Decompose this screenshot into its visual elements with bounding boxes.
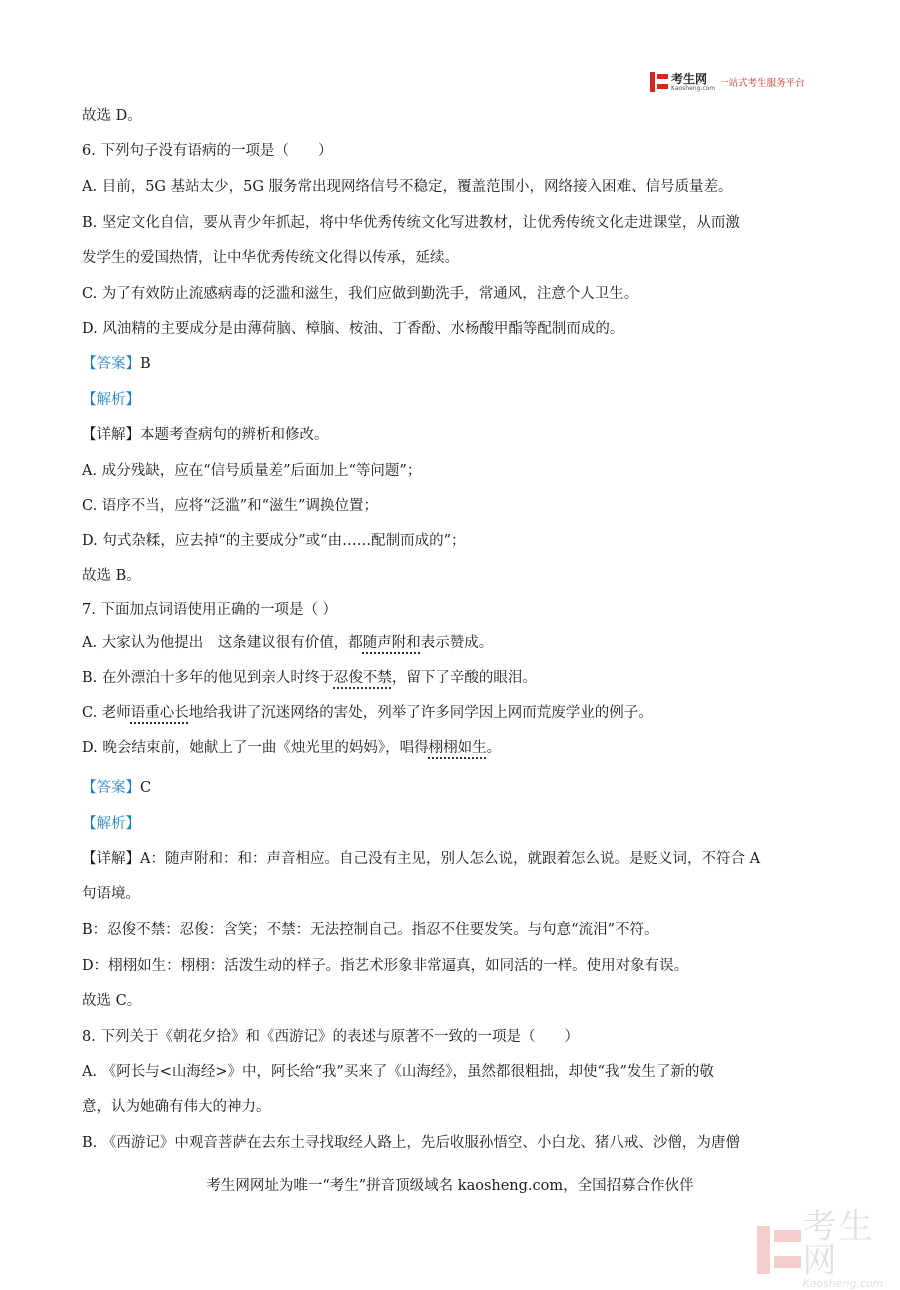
dotted-word: 忍俊不禁 xyxy=(333,670,392,686)
q6-detail-d: D. 句式杂糅，应去掉“的主要成分”或“由……配制而成的”； xyxy=(82,533,466,549)
page-footer: 考生网网址为唯一“考生”拼音顶级域名 kaosheng.com，全国招募合作伙伴 xyxy=(206,1178,694,1194)
text-line: 故选 D。 xyxy=(82,108,142,124)
q6-detail-a: A. 成分残缺，应在“信号质量差”后面加上“等问题”； xyxy=(82,463,422,479)
q6-option-c: C. 为了有效防止流感病毒的泛滥和滋生，我们应做到勤洗手，常通风，注意个人卫生。 xyxy=(82,286,639,302)
logo-slogan: 一站式考生服务平台 xyxy=(719,78,805,89)
q6-answer xyxy=(82,354,151,374)
dotted-word: 语重心长 xyxy=(130,705,189,721)
q7-detail-cont: 句语境。 xyxy=(82,886,140,902)
q7-conclusion: 故选 C。 xyxy=(82,993,142,1009)
q7-answer xyxy=(82,778,151,798)
answer-tag: 【答案】 xyxy=(82,356,140,372)
q7-option-c xyxy=(82,703,653,723)
q8-option-b: B. 《西游记》中观音菩萨在去东土寻找取经人路上，先后收服孙悟空、小白龙、猪八戒、沙僧，为唐僧 xyxy=(82,1135,740,1151)
q7-c-text: C. 老师 xyxy=(82,705,131,721)
q6-option-b: B. 坚定文化自信，要从青少年抓起，将中华优秀传统文化写进教材，让优秀传统文化走进课堂，从而激 xyxy=(82,215,740,231)
q6-detail: 【详解】本题考查病句的辨析和修改。 xyxy=(82,427,329,443)
watermark xyxy=(757,1207,900,1290)
watermark-name: 考生网 xyxy=(802,1207,875,1281)
logo-domain: Kaosheng.com xyxy=(671,84,716,92)
logo-text xyxy=(671,73,715,92)
q7-option-a xyxy=(82,633,493,653)
answer-value: B xyxy=(140,356,151,372)
header-logo xyxy=(650,71,805,93)
q6-option-d: D. 风油精的主要成分是由薄荷脑、樟脑、桉油、丁香酚、水杨酸甲酯等配制而成的。 xyxy=(82,321,625,337)
q6-conclusion: 故选 B。 xyxy=(82,568,141,584)
q7-detail-b: B：忍俊不禁：忍俊：含笑；不禁：无法控制自己。指忍不住要发笑。与句意“流泪”不符。 xyxy=(82,922,659,938)
q6-detail-c: C. 语序不当，应将“泛滥”和“滋生”调换位置； xyxy=(82,498,378,514)
q7-b-text-end: ，留下了辛酸的眼泪。 xyxy=(391,670,537,686)
question-8-stem: 8. 下列关于《朝花夕拾》和《西游记》的表述与原著不一致的一项是（ ） xyxy=(82,1029,579,1045)
q7-c-text-end: 地给我讲了沉迷网络的害处，列举了许多同学因上网而荒废学业的例子。 xyxy=(188,705,653,721)
watermark-text xyxy=(802,1207,900,1290)
q7-d-text: D. 晚会结束前，她献上了一曲《烛光里的妈妈》，唱得 xyxy=(82,740,429,756)
dotted-word: 栩栩如生 xyxy=(428,740,487,756)
q7-a-text: A. 大家认为他提出 这条建议很有价值，都 xyxy=(82,635,363,651)
question-7-stem: 7. 下面加点词语使用正确的一项是（ ） xyxy=(82,602,338,618)
q6-option-a: A. 目前，5G 基站太少，5G 服务常出现网络信号不稳定，覆盖范围小，网络接入困难、信号质量差。 xyxy=(82,179,733,195)
q6-option-b-cont: 发学生的爱国热情，让中华优秀传统文化得以传承，延续。 xyxy=(82,250,459,266)
kaosheng-watermark-icon xyxy=(757,1226,797,1274)
logo-name: 考生网 xyxy=(671,71,708,86)
q8-option-a-cont: 意，认为她确有伟大的神力。 xyxy=(82,1099,271,1115)
q7-b-text: B. 在外漂泊十多年的他见到亲人时终于 xyxy=(82,670,334,686)
kaosheng-logo-icon xyxy=(650,72,668,92)
dotted-word: 随声附和 xyxy=(362,635,421,651)
q7-option-b xyxy=(82,668,537,688)
q7-option-d xyxy=(82,738,501,758)
watermark-domain: Kaosheng.com xyxy=(802,1277,884,1290)
answer-tag: 【答案】 xyxy=(82,780,140,796)
q8-option-a: A. 《阿长与<山海经>》中，阿长给“我”买来了《山海经》，虽然都很粗拙，却使“我”发生了新的敬 xyxy=(82,1064,714,1080)
q7-detail: 【详解】A：随声附和：和：声音相应。自己没有主见，别人怎么说，就跟着怎么说。是贬义词，不符合 A xyxy=(82,851,761,867)
q7-detail-d: D：栩栩如生：栩栩：活泼生动的样子。指艺术形象非常逼真，如同活的一样。使用对象有误。 xyxy=(82,958,689,974)
q6-analysis-tag: 【解析】 xyxy=(82,392,140,408)
answer-value: C xyxy=(140,780,152,796)
q7-a-text-end: 表示赞成。 xyxy=(420,635,494,651)
q7-analysis-tag: 【解析】 xyxy=(82,816,140,832)
question-6-stem: 6. 下列句子没有语病的一项是（ ） xyxy=(82,143,333,159)
q7-d-text-end: 。 xyxy=(486,740,502,756)
